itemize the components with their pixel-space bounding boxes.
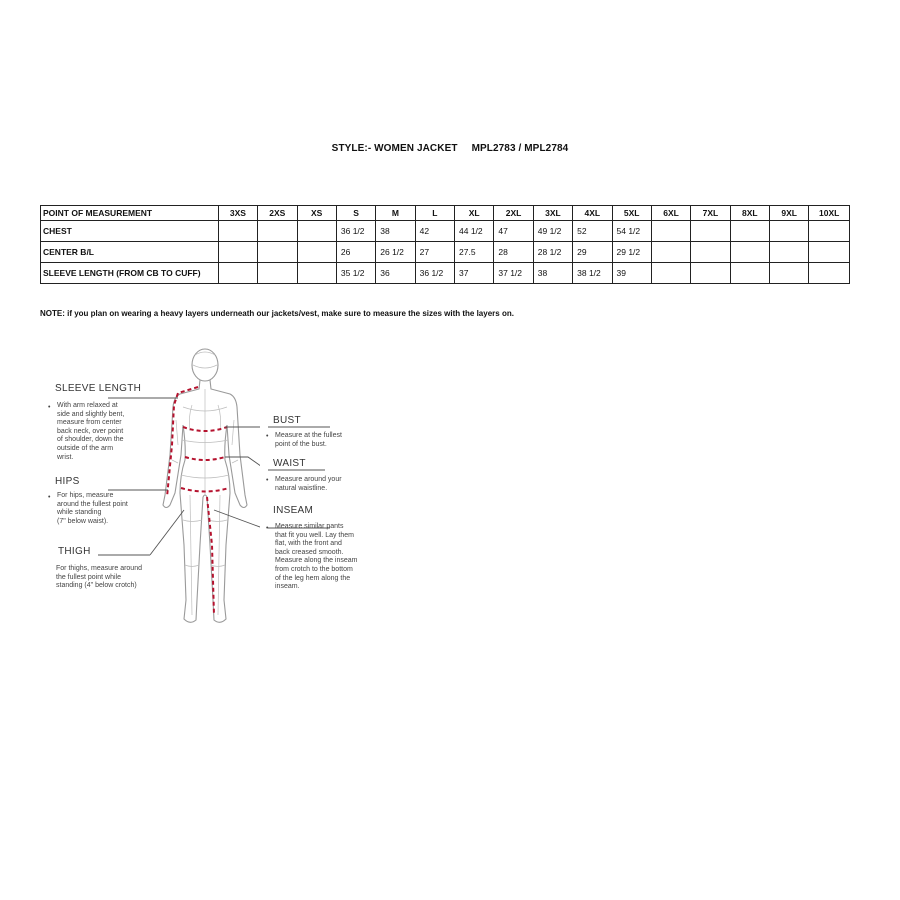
header-size: M: [376, 206, 415, 221]
table-cell: 49 1/2: [533, 221, 572, 242]
waist-text: Measure around your natural waistline.: [275, 476, 342, 492]
row-label: CHEST: [41, 221, 219, 242]
row-label: SLEEVE LENGTH (FROM CB TO CUFF): [41, 263, 219, 284]
header-size: 10XL: [809, 206, 850, 221]
table-cell: 44 1/2: [455, 221, 494, 242]
header-size: 2XS: [258, 206, 297, 221]
table-cell: 26: [336, 242, 375, 263]
header-point-of-measurement: POINT OF MEASUREMENT: [41, 206, 219, 221]
header-size: 8XL: [730, 206, 769, 221]
waist-bullet: •: [266, 477, 269, 484]
thigh-text: For thighs, measure around the fullest point while standing (4" below crotch): [56, 565, 142, 590]
table-cell: 52: [573, 221, 612, 242]
table-cell: 39: [612, 263, 651, 284]
sleeve-length-bullet: •: [48, 404, 51, 411]
header-size: 9XL: [770, 206, 809, 221]
bust-bullet: •: [266, 433, 269, 440]
hips-bullet: •: [48, 494, 51, 501]
header-size: 3XS: [218, 206, 257, 221]
table-cell: 36: [376, 263, 415, 284]
style-prefix: STYLE:- WOMEN JACKET: [331, 143, 458, 154]
bust-label: BUST: [273, 415, 301, 426]
table-cell: 37 1/2: [494, 263, 533, 284]
table-cell: 54 1/2: [612, 221, 651, 242]
table-cell: 26 1/2: [376, 242, 415, 263]
table-cell: 47: [494, 221, 533, 242]
inseam-bullet: •: [266, 525, 269, 532]
table-cell: 35 1/2: [336, 263, 375, 284]
table-cell: 36 1/2: [336, 221, 375, 242]
table-cell: 27.5: [455, 242, 494, 263]
header-size: S: [336, 206, 375, 221]
bust-text: Measure at the fullest point of the bust.: [275, 432, 342, 448]
table-cell: 29 1/2: [612, 242, 651, 263]
header-size: XS: [297, 206, 336, 221]
waist-label: WAIST: [273, 458, 306, 469]
header-size: 2XL: [494, 206, 533, 221]
inseam-text: Measure similar pants that fit you well. Lay them flat, with the front and back creased smooth. Measure along the inseam from crotch to the bottom of the leg hem along the inseam.: [275, 523, 358, 591]
header-size: 5XL: [612, 206, 651, 221]
table-cell: 27: [415, 242, 454, 263]
table-cell: 28 1/2: [533, 242, 572, 263]
header-size: 4XL: [573, 206, 612, 221]
sleeve-length-label: SLEEVE LENGTH: [55, 383, 142, 394]
table-cell: 38: [533, 263, 572, 284]
thigh-label: THIGH: [58, 546, 91, 557]
table-cell: 37: [455, 263, 494, 284]
table-cell: 28: [494, 242, 533, 263]
table-cell: 38: [376, 221, 415, 242]
header-size: XL: [455, 206, 494, 221]
inseam-label: INSEAM: [273, 505, 314, 516]
table-cell: 36 1/2: [415, 263, 454, 284]
table-cell: 42: [415, 221, 454, 242]
header-size: 3XL: [533, 206, 572, 221]
table-cell: 38 1/2: [573, 263, 612, 284]
row-label: CENTER B/L: [41, 242, 219, 263]
layering-note: NOTE: if you plan on wearing a heavy layers underneath our jackets/vest, make sure to measure the sizes with the layers on.: [40, 309, 514, 318]
style-codes: MPL2783 / MPL2784: [471, 143, 569, 154]
header-size: 7XL: [691, 206, 730, 221]
table-cell: 29: [573, 242, 612, 263]
hips-text: For hips, measure around the fullest point while standing (7" below waist).: [57, 492, 128, 525]
sleeve-length-text: With arm relaxed at side and slightly bent, measure from center back neck, over point of shoulder, down the outside of the arm wrist.: [57, 402, 125, 461]
header-size: L: [415, 206, 454, 221]
hips-label: HIPS: [55, 476, 80, 487]
header-size: 6XL: [651, 206, 690, 221]
